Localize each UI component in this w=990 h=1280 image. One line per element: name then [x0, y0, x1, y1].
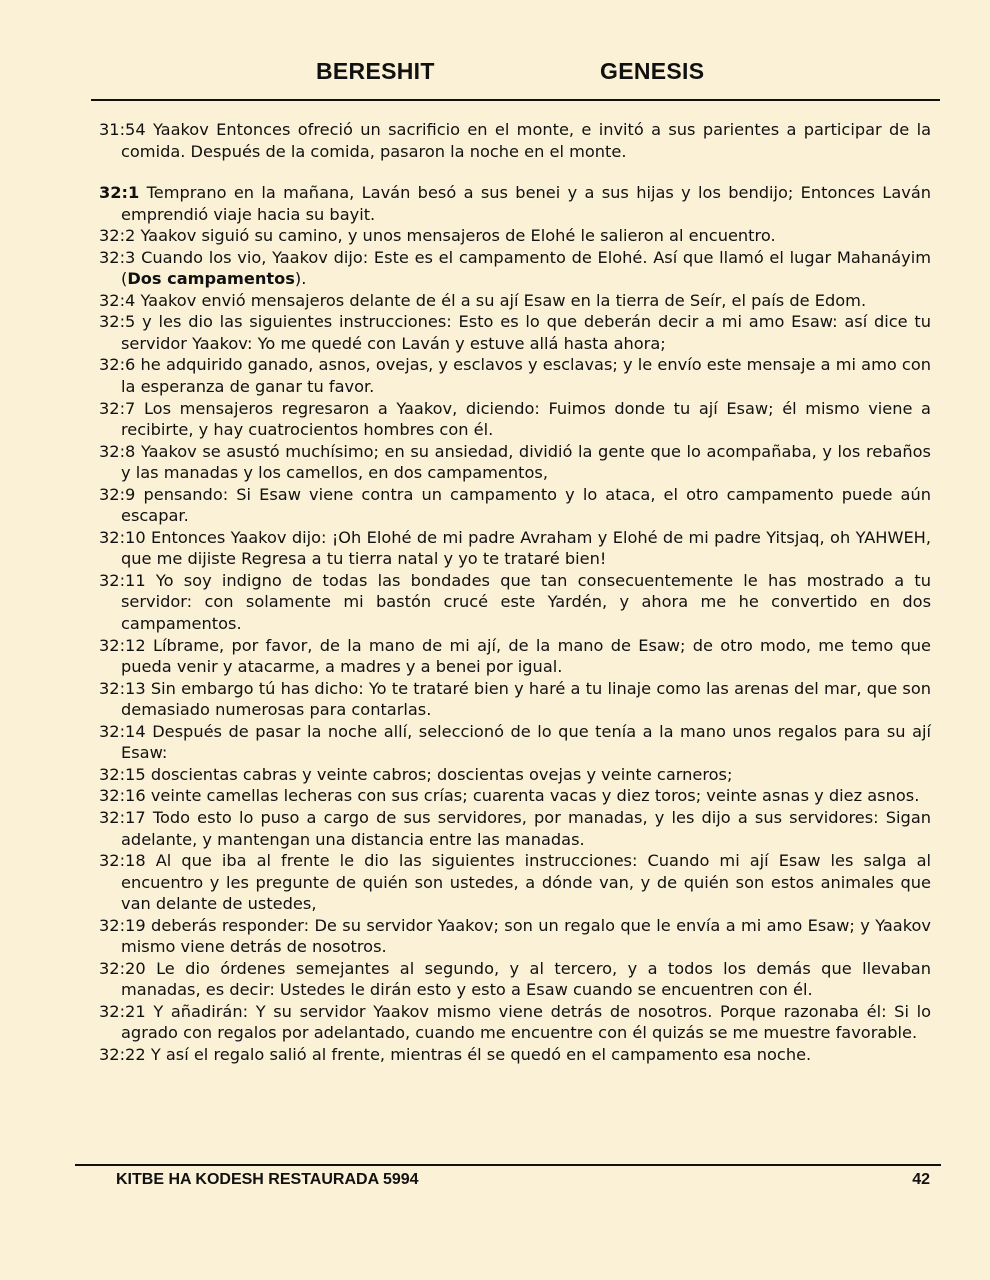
verse-ref: 32:12	[99, 635, 146, 655]
verse-text: doscientas cabras y veinte cabros; doscientas ovejas y veinte carneros;	[150, 764, 733, 784]
verse-text: Cuando los vio, Yaakov dijo: Este es el campamento de Elohé. Así que llamó el lugar Mahanáyim (	[121, 247, 931, 289]
verse-32-4	[99, 290, 931, 312]
verse-32-12	[99, 635, 931, 678]
verse-32-7	[99, 398, 931, 441]
verse-ref: 32:16	[99, 786, 146, 806]
verse-ref: 32:20	[99, 958, 146, 978]
verse-ref: 31:54	[99, 120, 146, 139]
verse-32-16	[99, 785, 931, 807]
verse-text: Yo soy indigno de todas las bondades que tan consecuentemente le has mostrado a tu servidor: con solamente mi bastón crucé este Yardén, y ahora me he convertido en dos campamentos.	[121, 570, 931, 634]
verse-ref: 32:2	[99, 226, 136, 246]
verse-ref: 32:6	[99, 355, 136, 375]
verse-32-9	[99, 484, 931, 527]
verse-text: Los mensajeros regresaron a Yaakov, diciendo: Fuimos donde tu ají Esaw; él mismo viene a recibirte, y hay cuatrocientos hombres con él.	[121, 398, 931, 440]
verse-text: Le dio órdenes semejantes al segundo, y al tercero, y a todos los demás que llevaban manadas, es decir: Ustedes le dirán esto y esto a Esaw cuando se encuentren con él.	[121, 958, 931, 1000]
verse-32-1	[99, 182, 931, 225]
verse-32-10	[99, 527, 931, 570]
header-book-hebrew: BERESHIT	[316, 58, 435, 84]
verse-32-13	[99, 678, 931, 721]
verse-32-17	[99, 807, 931, 850]
verse-ref: 32:8	[99, 441, 136, 461]
verse-text: veinte camellas lecheras con sus crías; cuarenta vacas y diez toros; veinte asnas y diez asnos.	[150, 786, 920, 806]
verse-text: Líbrame, por favor, de la mano de mi ají, de la mano de Esaw; de otro modo, me temo que pueda venir y atacarme, a madres y a benei por igual.	[121, 635, 931, 677]
page-header	[0, 58, 990, 90]
verse-text: Al que iba al frente le dio las siguientes instrucciones: Cuando mi ají Esaw les salga al encuentro y les pregunte de quién son ustedes, a dónde van, y de quién son estos animales que van delante de ustedes,	[121, 851, 931, 914]
verse-32-20	[99, 958, 931, 1001]
verse-text: Y así el regalo salió al frente, mientras él se quedó en el campamento esa noche.	[150, 1044, 812, 1064]
verse-32-6	[99, 354, 931, 397]
verse-ref: 32:3	[99, 247, 136, 267]
verse-text: deberás responder: De su servidor Yaakov; son un regalo que le envía a mi amo Esaw; y Yaakov mismo viene detrás de nosotros.	[121, 915, 931, 957]
verse-ref: 32:21	[99, 1001, 146, 1021]
verse-text: Sin embargo tú has dicho: Yo te trataré bien y haré a tu linaje como las arenas del mar, que son demasiado numerosas para contarlas.	[121, 678, 931, 720]
verse-text: pensando: Si Esaw viene contra un campamento y lo ataca, el otro campamento puede aún escapar.	[121, 484, 931, 526]
verse-emphasis: Dos campamentos	[127, 269, 295, 289]
verse-text-end: ).	[294, 269, 307, 289]
verse-text: Temprano en la mañana, Laván besó a sus benei y a sus hijas y los bendijo; Entonces Laván emprendió viaje hacia su bayit.	[121, 183, 931, 224]
verse-text: Entonces Yaakov dijo: ¡Oh Elohé de mi padre Avraham y Elohé de mi padre Yitsjaq, oh YAHWEH, que me dijiste Regresa a tu tierra natal y yo te trataré bien!	[121, 527, 931, 569]
verse-ref: 32:22	[99, 1044, 146, 1064]
verse-text: Y añadirán: Y su servidor Yaakov mismo viene detrás de nosotros. Porque razonaba él: Si lo agrado con regalos por adelantado, cuando me encuentre con él quizás se me muestre favorable.	[121, 1001, 932, 1043]
verse-text: Todo esto lo puso a cargo de sus servidores, por manadas, y les dijo a sus servidores: Sigan adelante, y mantengan una distancia entre las manadas.	[121, 807, 931, 849]
footer-title: KITBE HA KODESH RESTAURADA 5994	[116, 1171, 419, 1188]
verse-32-3	[99, 247, 931, 290]
footer-divider	[75, 1164, 941, 1166]
verse-ref: 32:11	[99, 570, 146, 590]
page-number: 42	[912, 1171, 930, 1188]
verse-ref: 32:18	[99, 851, 146, 871]
verse-ref: 32:7	[99, 398, 136, 418]
verse-text: Yaakov siguió su camino, y unos mensajeros de Elohé le salieron al encuentro.	[140, 226, 776, 246]
verse-32-8	[99, 441, 931, 484]
verse-text: Yaakov se asustó muchísimo; en su ansiedad, dividió la gente que lo acompañaba, y los rebaños y las manadas y los camellos, en dos campamentos,	[121, 441, 931, 483]
verse-32-11	[99, 570, 931, 635]
verse-text: Yaakov Entonces ofreció un sacrificio en el monte, e invitó a sus parientes a participar de la comida. Después de la comida, pasaron la noche en el monte.	[121, 120, 931, 161]
verse-ref: 32:13	[99, 678, 146, 698]
verse-32-2	[99, 225, 931, 247]
verse-ref: 32:1	[99, 183, 140, 203]
verse-31-54	[99, 119, 931, 162]
verse-ref: 32:9	[99, 484, 136, 504]
verse-32-15	[99, 764, 931, 786]
verse-text: Después de pasar la noche allí, seleccionó de lo que tenía a la mano unos regalos para su ají Esaw:	[121, 721, 931, 763]
verse-32-21	[99, 1001, 931, 1044]
verse-ref: 32:14	[99, 721, 146, 741]
header-book-english: GENESIS	[600, 58, 705, 84]
verse-32-14	[99, 721, 931, 764]
verse-text: y les dio las siguientes instrucciones: Esto es lo que deberán decir a mi amo Esaw: así dice tu servidor Yaakov: Yo me quedé con Laván y estuve allá hasta ahora;	[121, 312, 931, 353]
verse-32-19	[99, 915, 931, 958]
verse-text: he adquirido ganado, asnos, ovejas, y esclavos y esclavas; y le envío este mensaje a mi amo con la esperanza de ganar tu favor.	[121, 355, 931, 397]
verse-32-22	[99, 1044, 931, 1066]
verse-text: Yaakov envió mensajeros delante de él a su ají Esaw en la tierra de Seír, el país de Edom.	[140, 290, 867, 310]
verse-ref: 32:17	[99, 807, 146, 827]
header-divider	[91, 99, 940, 101]
verse-ref: 32:19	[99, 915, 146, 935]
verse-ref: 32:10	[99, 527, 146, 547]
verse-32-5	[99, 311, 931, 354]
verse-ref: 32:5	[99, 312, 136, 332]
verse-list	[99, 119, 931, 1066]
verse-ref: 32:15	[99, 764, 146, 784]
verse-ref: 32:4	[99, 290, 136, 310]
verse-32-18	[99, 850, 931, 915]
